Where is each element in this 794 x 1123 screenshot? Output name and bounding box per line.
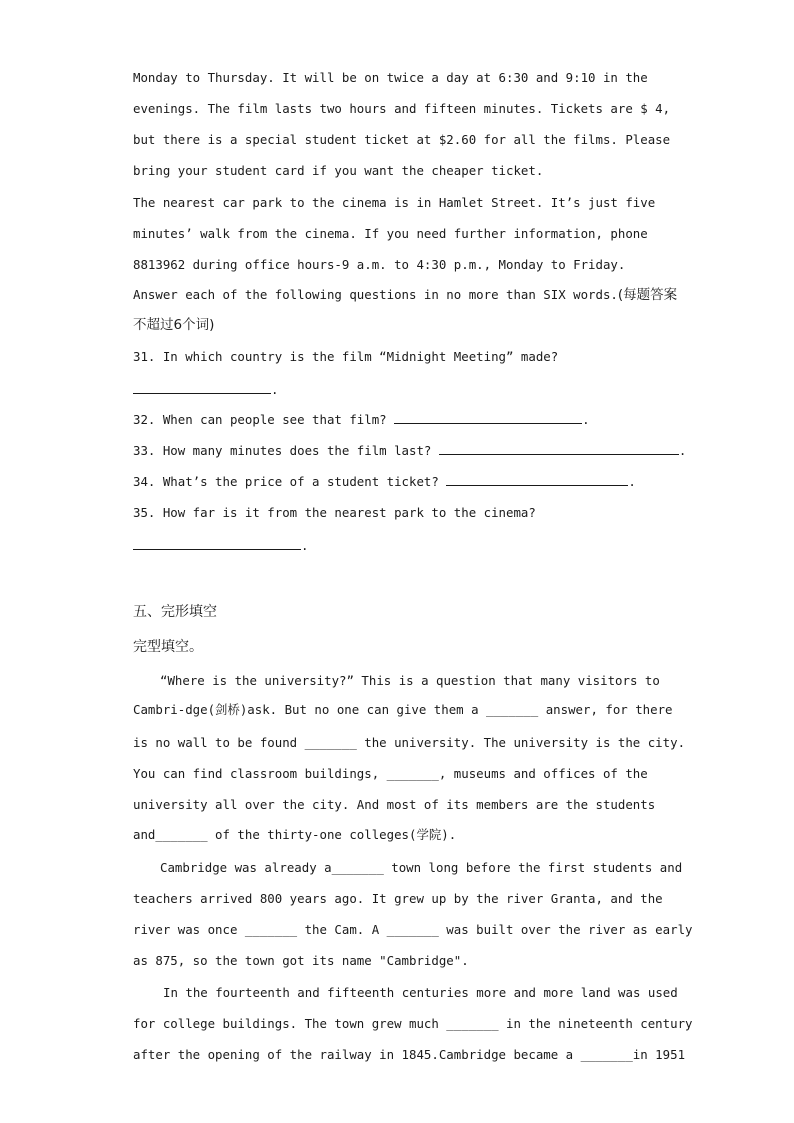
passage-line: 8813962 during office hours-9 a.m. to 4:30 p.m., Monday to Friday. [133, 257, 626, 272]
passage-line: but there is a special student ticket at $2.60 for all the films. Please [133, 132, 671, 147]
cloze-line: as 875, so the town got its name "Cambridge". [133, 953, 469, 968]
answer-blank[interactable] [133, 537, 301, 550]
question-31: 31. In which country is the film “Midnight Meeting” made? [133, 349, 559, 364]
passage-line: The nearest car park to the cinema is in Hamlet Street. It’s just five [133, 195, 656, 210]
instruction-text: Answer each of the following questions in no more than SIX words. [133, 287, 618, 302]
cloze-line: Cambridge was already a_______ town long before the first students and [160, 860, 683, 875]
cloze-line: is no wall to be found _______ the university. The university is the city. [133, 735, 686, 750]
passage-line: evenings. The film lasts two hours and fifteen minutes. Tickets are $ 4, [133, 101, 671, 116]
cloze-line: after the opening of the railway in 1845.Cambridge became a _______in 1951 [133, 1047, 686, 1062]
cloze-line: “Where is the university?” This is a question that many visitors to [160, 673, 660, 688]
instruction-text-cn: (每题答案 [617, 287, 678, 303]
answer-blank[interactable] [446, 473, 628, 486]
answer-line-35: . [133, 537, 308, 554]
instruction-line-cn: 不超过6个词) [133, 317, 215, 333]
cloze-line: and_______ of the thirty-one colleges(学院). [133, 827, 457, 842]
passage-line: bring your student card if you want the cheaper ticket. [133, 163, 544, 178]
question-33: 33. How many minutes does the film last? . [133, 443, 687, 458]
answer-blank[interactable] [394, 411, 582, 424]
cloze-line: for college buildings. The town grew much _______ in the nineteenth century [133, 1016, 693, 1031]
section-subheading: 完型填空。 [133, 639, 203, 655]
passage-line: Monday to Thursday. It will be on twice a day at 6:30 and 9:10 in the [133, 70, 648, 85]
cloze-line: university all over the city. And most of its members are the students [133, 797, 656, 812]
answer-line-31: . [133, 381, 278, 398]
cloze-line: You can find classroom buildings, _______, museums and offices of the [133, 766, 648, 781]
cloze-line: Cambri-dge(剑桥)ask. But no one can give them a _______ answer, for there [133, 702, 673, 717]
instruction-line [133, 287, 677, 303]
passage-line: minutes’ walk from the cinema. If you need further information, phone [133, 226, 648, 241]
question-32: 32. When can people see that film? . [133, 412, 590, 427]
question-34: 34. What’s the price of a student ticket? . [133, 474, 636, 489]
answer-blank[interactable] [439, 442, 679, 455]
section-heading: 五、完形填空 [133, 604, 217, 620]
question-35: 35. How far is it from the nearest park to the cinema? [133, 505, 536, 520]
answer-blank[interactable] [133, 381, 271, 394]
cloze-line: teachers arrived 800 years ago. It grew up by the river Granta, and the [133, 891, 663, 906]
cloze-line: river was once _______ the Cam. A _______ was built over the river as early [133, 922, 693, 937]
cloze-line: In the fourteenth and fifteenth centuries more and more land was used [163, 985, 678, 1000]
